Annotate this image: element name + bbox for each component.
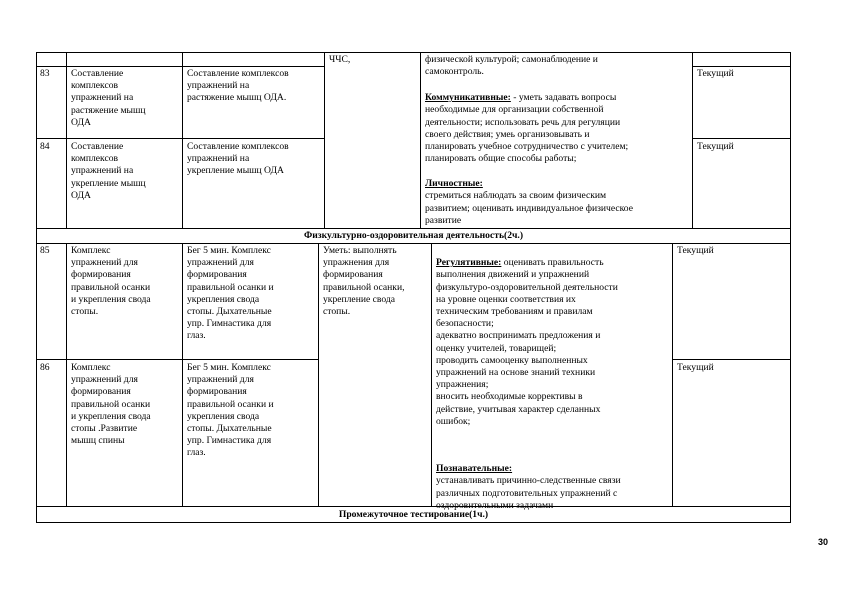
row-84-control: Текущий (697, 141, 734, 152)
row-83-number: 83 (40, 68, 50, 79)
row-83-topic: Составление комплексов упражнений на растяжение мышц ОДА (71, 68, 146, 128)
uud-block-2-cognitive (436, 451, 670, 512)
communicative-text: - уметь задавать вопросы необходимые для организации собственной деятельности; использовать речь для регуляции своего действия; умеь организовывать и планировать учебное сотрудничество с учителем; планировать общие способы работы; (425, 92, 629, 165)
row-86-topic: Комплекс упражнений для формирования правильной осанки и укрепления свода стопы .Развитие мышц спины (71, 362, 151, 447)
row-86-content: Бег 5 мин. Комплекс упражнений для формирования правильной осанки и укрепления свода стопы. Дыхательные упр. Гимнастика для глаз. (187, 362, 274, 459)
cognitive-text: устанавливать причинно-следственные связи различных подготовительных упражнений с оздоровительными задачами (436, 475, 621, 511)
top-row-col4-text: ЧЧС, (329, 54, 351, 65)
row-83-content: Составление комплексов упражнений на растяжение мышц ОДА. (187, 68, 289, 104)
row-83-control: Текущий (697, 68, 734, 79)
page-number: 30 (818, 537, 829, 547)
row-85-topic: Комплекс упражнений для формирования правильной осанки и укрепления свода стопы. (71, 245, 151, 318)
row-84-topic: Составление комплексов упражнений на укрепление мышц ОДА (71, 141, 146, 201)
uud-block-2 (436, 245, 670, 428)
cognitive-label: Познавательные: (436, 463, 513, 475)
skills-merged-cell: Уметь: выполнять упражнения для формирования правильной осанки, укрепление свода стопы. (323, 245, 405, 318)
row-86-number: 86 (40, 362, 50, 373)
row-84-number: 84 (40, 141, 50, 152)
row-85-control: Текущий (677, 245, 714, 256)
regulative-label: Регулятивные: (436, 257, 502, 269)
uud-block-1 (425, 80, 690, 165)
row-84-content: Составление комплексов упражнений на укрепление мышц ОДА (187, 141, 289, 177)
row-85-content: Бег 5 мин. Комплекс упражнений для формирования правильной осанки и укрепления свода стопы. Дыхательные упр. Гимнастика для глаз. (187, 245, 274, 342)
section-header: Физкультурно-оздоровительная деятельность(2ч.) (303, 230, 524, 241)
personal-label: Личностные: (425, 178, 483, 190)
personal-text: стремиться наблюдать за своим физическим развитием; оценивать индивидуальное физическое развитие (425, 190, 633, 226)
footer-section-header: Промежуточное тестирование(1ч.) (338, 509, 489, 520)
top-row-col5-text: физической культурой; самонаблюдение и самоконтроль. (425, 54, 598, 78)
regulative-text: оценивать правильность выполнения движений и упражнений физкультуро-оздоровительной деятельности на уровне оценки соответствия их техническим требованиям и правилам безопасности; адекватно воспринимать предложения и оценку учителей, товарищей; проводить самооценку выполненных упражнений на основе знаний техники упражнения; вносить необходимые коррективы в действие, учитывая характер сделанных ошибок; (436, 257, 618, 427)
communicative-label: Коммуникативные: (425, 92, 511, 104)
row-85-number: 85 (40, 245, 50, 256)
uud-block-1-personal (425, 166, 690, 227)
row-86-control: Текущий (677, 362, 714, 373)
